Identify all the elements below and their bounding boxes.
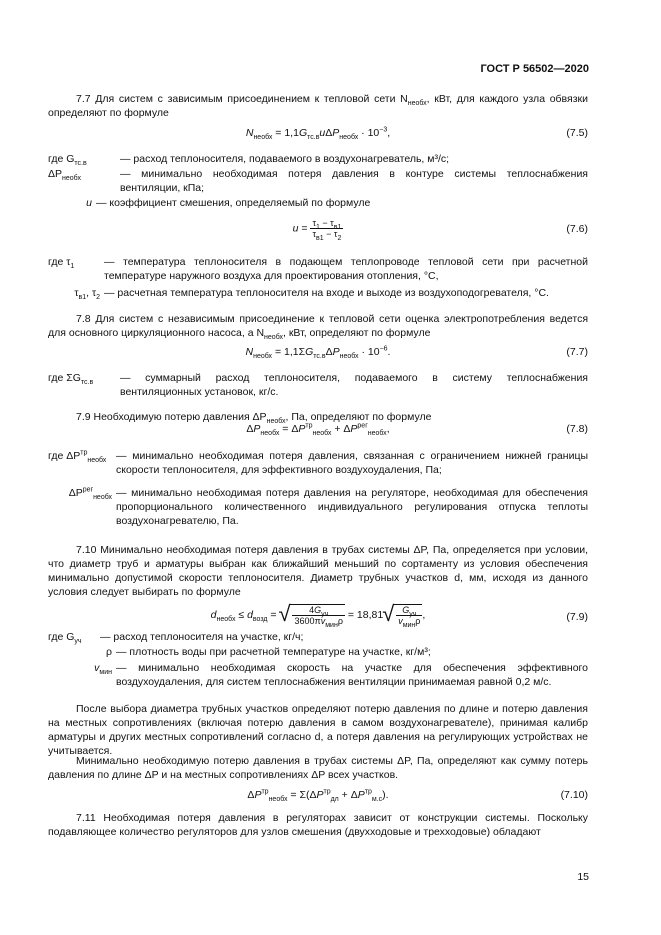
equation-7-5: $N_{необх} = 1,1G_{тс.в}u\Delta P_{необх} \cdot 10^{-3}$, (7.5) (245, 126, 588, 142)
document-header: ГОСТ Р 56502—2020 (480, 63, 589, 75)
equation-7-9: $d_{необх} \le d_{возд}$ = √ $\frac{4G_{уч}}{3600\pi v_{мин}\rho}$ = 18,81 √ $\frac{G_{уч}}{v_{мин}\rho}$ , (7.9) (48, 602, 588, 642)
equation-7-7: $N_{необх} = 1,1\Sigma G_{тс.в}\Delta P_{необх} \cdot 10^{-6}$. (7.7) (245, 345, 588, 361)
equation-7-10: $\Delta P^{тр}_{необх} = \Sigma(\Delta P^{тр}_{дл} + \Delta P^{тр}_{м.с})$. (7.10) (247, 788, 588, 804)
paragraph-7-10: 7.10 Минимально необходимая потеря давления в трубах системы ΔP, Па, определяется при условии, что диаметр труб и арматуры выбран как ближайший меньший по сортаменту из условия обеспечения минимально допустимой скорости теплоносителя. Диаметр трубных участков d, мм, исходя из данного условия следует выбирать по формуле (48, 544, 588, 598)
equation-7-8: $\Delta P_{необх} = \Delta P^{тр}_{необх} + \Delta P^{рег}_{необх}$, (7.8) (246, 422, 588, 438)
equation-7-6: u = $\frac{\tau_1 - \tau_{в1}}{\tau_{в1} - \tau_2}$ (7.6) (292, 218, 588, 242)
paragraph-7-7: 7.7 Для систем с зависимым присоединением к тепловой сети $N_{необх}$, кВт, для каждого узла обвязки определяют по формуле (48, 93, 588, 119)
paragraph-7-11: 7.11 Необходимая потеря давления в регуляторах зависит от конструкции системы. Поскольку подавляющее количество регуляторов для узлов смешения (двухходовые и трехходовые) обладают (48, 812, 588, 838)
paragraph-7-9: 7.9 Необходимую потерю давления $\Delta P_{необх}$, Па, определяют по формуле (76, 411, 432, 426)
page-number: 15 (577, 871, 589, 883)
paragraph-after-diameter: После выбора диаметра трубных участков определяют потерю давления по длине и потерю давления на местных сопротивлениях (включая потерю давления в самом воздухонагревателе), принимая калибр арматуры и других местных сопротивлений согласно d, а потеря давления на регулирующих устройствах не учитывается. (48, 703, 588, 757)
paragraph-min-pressure: Минимально необходимую потерю давления в трубах системы ΔP, Па, определяют как сумму потерь давления по длине ΔP и на местных сопротивлениях ΔP всех участков. (48, 755, 588, 781)
paragraph-7-8: 7.8 Для систем с независимым присоединение к тепловой сети оценка электропотребления ведется для основного циркуляционного насоса, а $N_{необх}$, кВт, определяют по формуле (48, 313, 588, 342)
